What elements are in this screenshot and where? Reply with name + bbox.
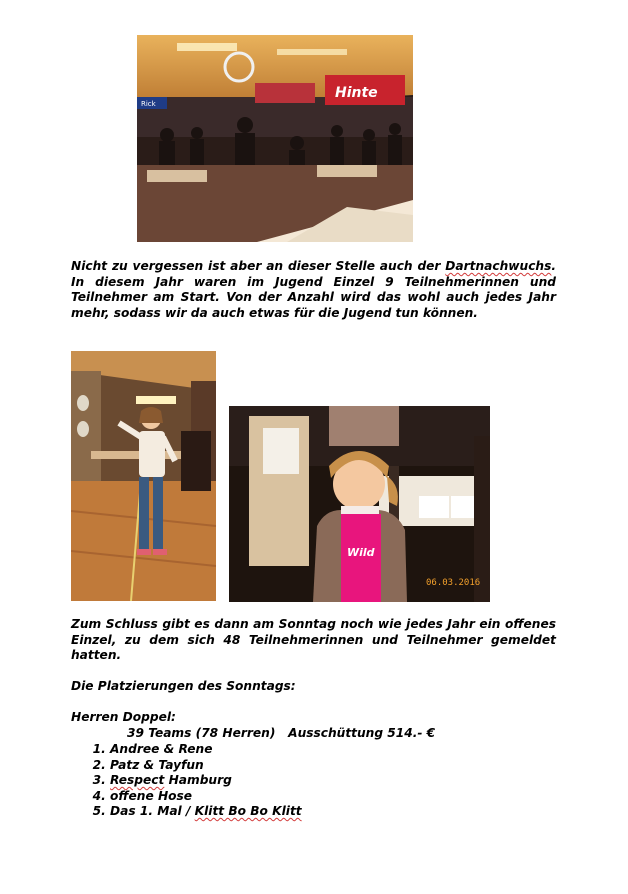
girl-throwing-dart-photo [71, 351, 216, 601]
misspelled-word: Klitt Bo Bo Klitt [194, 804, 302, 818]
banner-text: Hinte [335, 85, 378, 101]
ranking-list [82, 742, 302, 820]
girl-stand-image [229, 406, 490, 602]
paragraph-open-singles: Zum Schluss gibt es dann am Sonntag noch wie jedes Jahr ein offenes Einzel, zu dem sich 48 Teilnehmerinnen und Teilnehmer gemeldet hatten. [71, 617, 556, 662]
category-summary: 39 Teams (78 Herren) Ausschüttung 514.- € [127, 726, 436, 740]
ranking-item: 3. Respect Hamburg [110, 773, 302, 789]
paragraph-youth-part1: Nicht zu vergessen ist aber an dieser Stelle auch der [71, 259, 446, 273]
sign-text: Rick [141, 100, 156, 108]
girl-smiling-photo [229, 406, 490, 602]
ranking-item: 4. offene Hose [110, 789, 302, 805]
dart-hall-image [137, 35, 413, 242]
girl-hall-image [71, 351, 216, 601]
dart-hall-photo [137, 35, 413, 242]
misspelled-word: Dartnachwuchs [445, 259, 552, 273]
ranking-item: 1. Andree & Rene [110, 742, 302, 758]
misspelled-word: Respect [110, 773, 165, 787]
ranking-item: 5. Das 1. Mal / Klitt Bo Bo Klitt [110, 804, 302, 820]
shirt-text: Wild [347, 546, 375, 559]
category-title: Herren Doppel: [71, 710, 176, 724]
ranking-item: 2. Patz & Tayfun [110, 758, 302, 774]
date-stamp: 06.03.2016 [426, 578, 481, 588]
section-heading: Die Platzierungen des Sonntags: [71, 679, 296, 693]
paragraph-youth-part2: . In diesem Jahr waren im Jugend Einzel 9 Teilnehmerinnen und Teilnehmer am Start. Von der Anzahl wird das wohl auch jedes Jahr mehr, sodass wir da auch etwas für die Jugend tun können. [71, 259, 556, 320]
paragraph-youth [71, 259, 556, 321]
